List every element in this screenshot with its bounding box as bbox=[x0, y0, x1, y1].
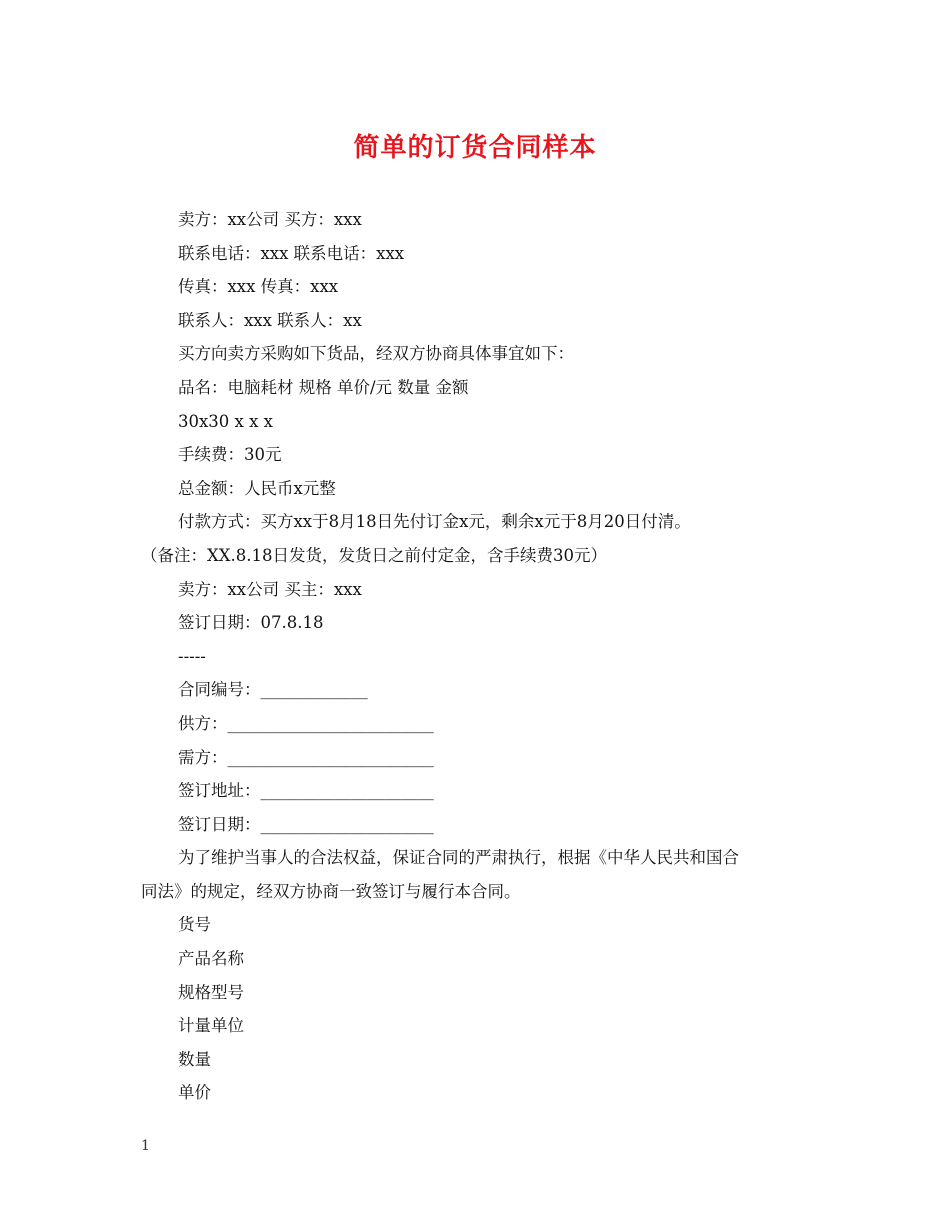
unit-label: 计量单位 bbox=[178, 1016, 244, 1036]
demander-field: 需方：_________________________ bbox=[178, 747, 434, 767]
product-name-label: 产品名称 bbox=[178, 949, 244, 969]
payment-method-line: 付款方式：买方xx于8月18日先付订金x元，剩余x元于8月20日付清。 bbox=[178, 512, 691, 532]
supplier-field: 供方：_________________________ bbox=[178, 713, 434, 733]
document-title: 简单的订货合同样本 bbox=[353, 133, 597, 163]
item-number-label: 货号 bbox=[178, 915, 211, 935]
preamble-line-1: 为了维护当事人的合法权益，保证合同的严肃执行，根据《中华人民共和国合 bbox=[178, 848, 739, 868]
quantity-label: 数量 bbox=[178, 1049, 211, 1069]
seller-buyer-line: 卖方：xx公司 买方：xxx bbox=[178, 210, 362, 229]
fax-line: 传真：xxx 传真：xxx bbox=[178, 277, 339, 297]
total-amount-line: 总金额：人民币x元整 bbox=[178, 478, 336, 498]
product-values-line: 30x30 x x x bbox=[178, 411, 273, 431]
seller-buyer-sign-line: 卖方：xx公司 买主：xxx bbox=[178, 579, 362, 599]
document-body bbox=[141, 203, 821, 1110]
purchase-intro-line: 买方向卖方采购如下货品，经双方协商具体事宜如下： bbox=[178, 344, 574, 364]
sign-address-field: 签订地址：_____________________ bbox=[178, 781, 434, 801]
contract-number-field: 合同编号：_____________ bbox=[178, 680, 368, 700]
remark-line: （备注：XX.8.18日发货，发货日之前付定金，含手续费30元） bbox=[141, 545, 607, 565]
separator-line: ----- bbox=[178, 646, 206, 666]
sign-date-field: 签订日期：_____________________ bbox=[178, 814, 434, 834]
contact-line: 联系人：xxx 联系人：xx bbox=[178, 310, 362, 330]
sign-date-line: 签订日期：07.8.18 bbox=[178, 613, 324, 633]
preamble-line-2: 同法》的规定，经双方协商一致签订与履行本合同。 bbox=[141, 881, 521, 901]
unit-price-label: 单价 bbox=[178, 1083, 211, 1103]
phone-line: 联系电话：xxx 联系电话：xxx bbox=[178, 243, 405, 263]
fee-line: 手续费：30元 bbox=[178, 445, 282, 465]
page-number: 1 bbox=[141, 1138, 150, 1154]
product-header-line: 品名：电脑耗材 规格 单价/元 数量 金额 bbox=[178, 377, 469, 397]
spec-model-label: 规格型号 bbox=[178, 982, 244, 1002]
